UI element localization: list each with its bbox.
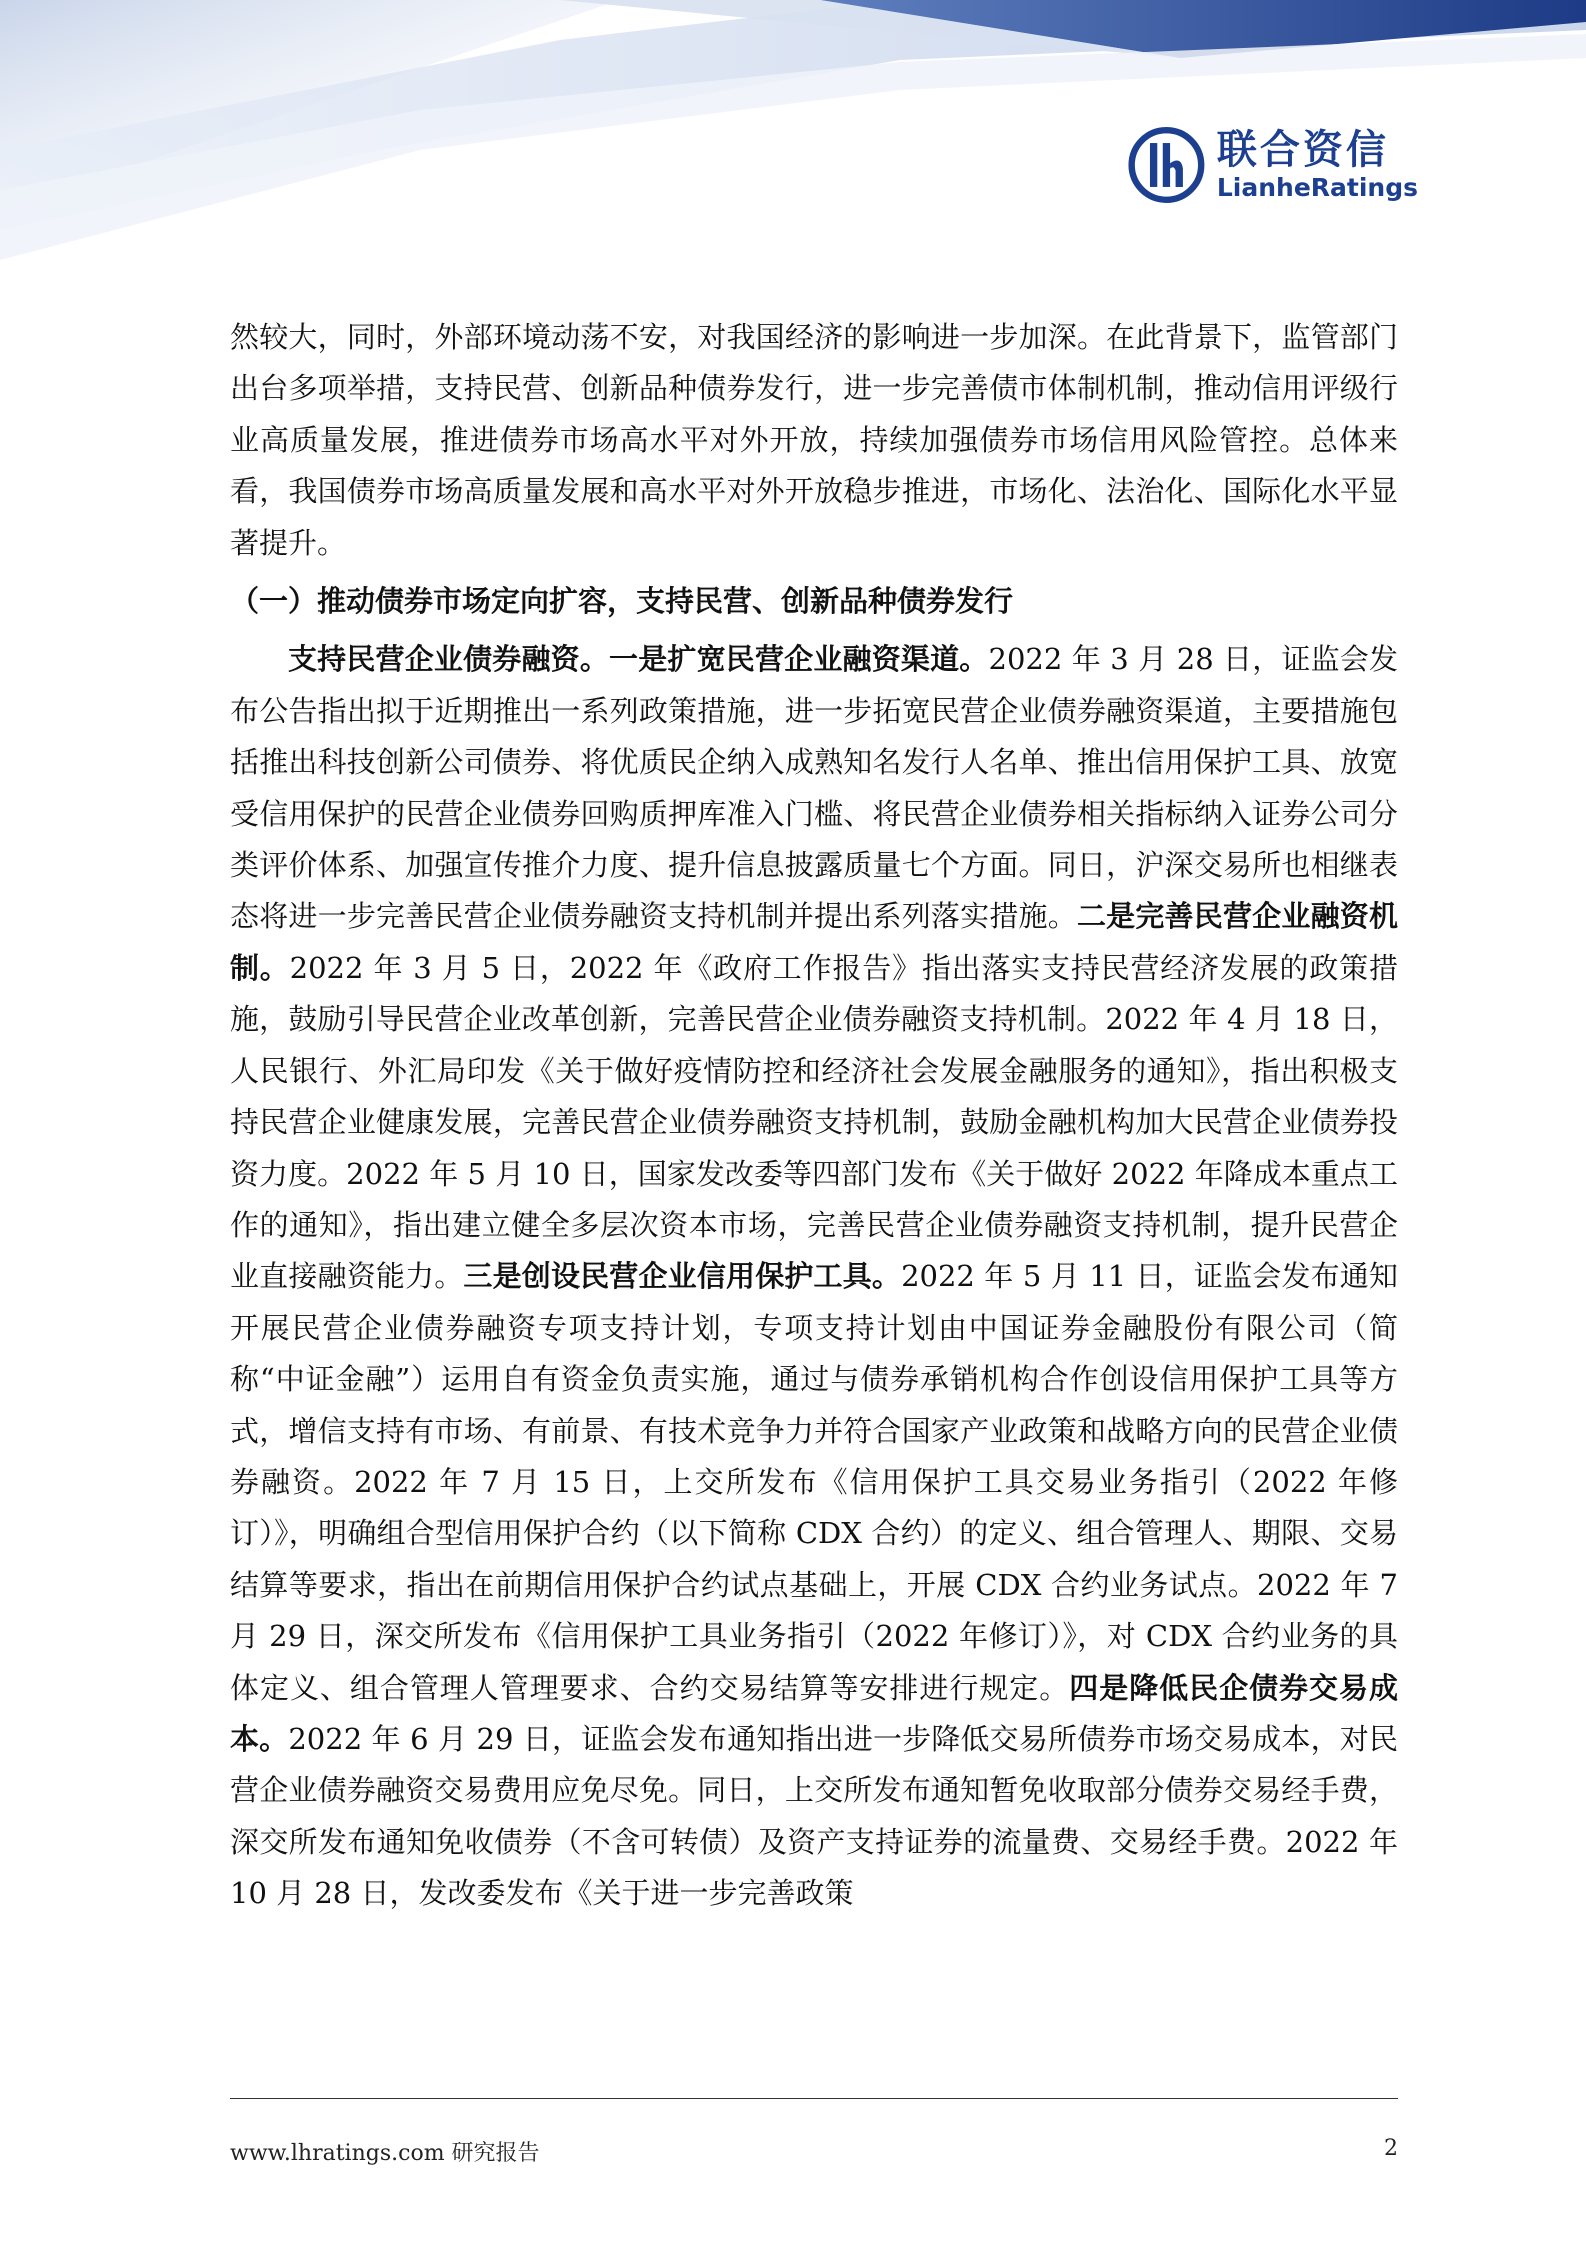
bold-lead-1: 支持民营企业债券融资。一是扩宽民营企业融资渠道。 xyxy=(288,642,989,677)
logo-chinese-name: 联合资信 xyxy=(1216,127,1389,173)
footer-site: www.lhratings.com 研究报告 xyxy=(230,2141,540,2166)
intro-paragraph: 然较大，同时，外部环境动荡不安，对我国经济的影响进一步加深。在此背景下，监管部门出台多项举措，支持民营、创新品种债券发行，进一步完善债市体制机制，推动信用评级行业高质量发展，推进债券市场高水平对外开放，持续加强债券市场信用风险管控。总体来看，我国债券市场高质量发展和高水平对外开放稳步推进，市场化、法治化、国际化水平显著提升。 xyxy=(230,320,1398,560)
bold-lead-4: 四是降低民企债券交易成本。 xyxy=(230,1670,1398,1756)
text-4: 2022 年 6 月 29 日，证监会发布通知指出进一步降低交易所债券市场交易成本，对民营企业债券融资交易费用应免尽免。同日，上交所发布通知暂免收取部分债券交易经手费，深交所发布通知免收债券（不含可转债）及资产支持证券的流量费、交易经手费。2022 年 10 月 28 日，发改委发布《关于进一步完善政策 xyxy=(230,1721,1398,1911)
footer-divider xyxy=(230,2098,1398,2099)
document-body xyxy=(230,312,1398,1920)
section-heading: （一）推动债券市场定向扩容，支持民营、创新品种债券发行 xyxy=(230,584,1014,619)
bold-lead-2: 二是完善民营企业融资机制。 xyxy=(230,899,1398,985)
lianhe-logo-icon xyxy=(1128,123,1205,207)
text-2: 2022 年 3 月 5 日，2022 年《政府工作报告》指出落实支持民营经济发展的政策措施，鼓励引导民营企业改革创新，完善民营企业债券融资支持机制。2022 年 4 月 18 日，人民银行、外汇局印发《关于做好疫情防控和经济社会发展金融服务的通知》，指出积极支持民营企业健康发展，完善民营企业债券融资支持机制，鼓励金融机构加大民营企业债券投资力度。2022 年 5 月 10 日，国家发改委等四部门发布《关于做好 2022 年降成本重点工作的通知》，指出建立健全多层次资本市场，完善民营企业债券融资支持机制，提升民营企业直接融资能力。 xyxy=(230,950,1398,1294)
text-3: 2022 年 5 月 11 日，证监会发布通知开展民营企业债券融资专项支持计划，专项支持计划由中国证券金融股份有限公司（简称“中证金融”）运用自有资金负责实施，通过与债券承销机构合作创设信用保护工具等方式，增信支持有市场、有前景、有技术竞争力并符合国家产业政策和战略方向的民营企业债券融资。2022 年 7 月 15 日，上交所发布《信用保护工具交易业务指引（2022 年修订）》，明确组合型信用保护合约（以下简称 CDX 合约）的定义、组合管理人、期限、交易结算等要求，指出在前期信用保护合约试点基础上，开展 CDX 合约业务试点。2022 年 7 月 29 日，深交所发布《信用保护工具业务指引（2022 年修订）》，对 CDX 合约业务的具体定义、组合管理人管理要求、合约交易结算等安排进行规定。 xyxy=(230,1259,1398,1705)
company-logo xyxy=(1128,120,1418,210)
bold-lead-3: 三是创设民营企业信用保护工具。 xyxy=(463,1259,902,1294)
text-1: 2022 年 3 月 28 日，证监会发布公告指出拟于近期推出一系列政策措施，进一步拓宽民营企业债券融资渠道，主要措施包括推出科技创新公司债券、将优质民企纳入成熟知名发行人名单、推出信用保护工具、放宽受信用保护的民营企业债券回购质押库准入门槛、将民营企业债券相关指标纳入证券公司分类评价体系、加强宣传推介力度、提升信息披露质量七个方面。同日，沪深交易所也相继表态将进一步完善民营企业债券融资支持机制并提出系列落实措施。 xyxy=(230,642,1398,934)
logo-english-name: LianheRatings xyxy=(1216,173,1418,202)
private-enterprise-paragraph xyxy=(230,634,1398,1919)
page-number: 2 xyxy=(1384,2136,1398,2161)
